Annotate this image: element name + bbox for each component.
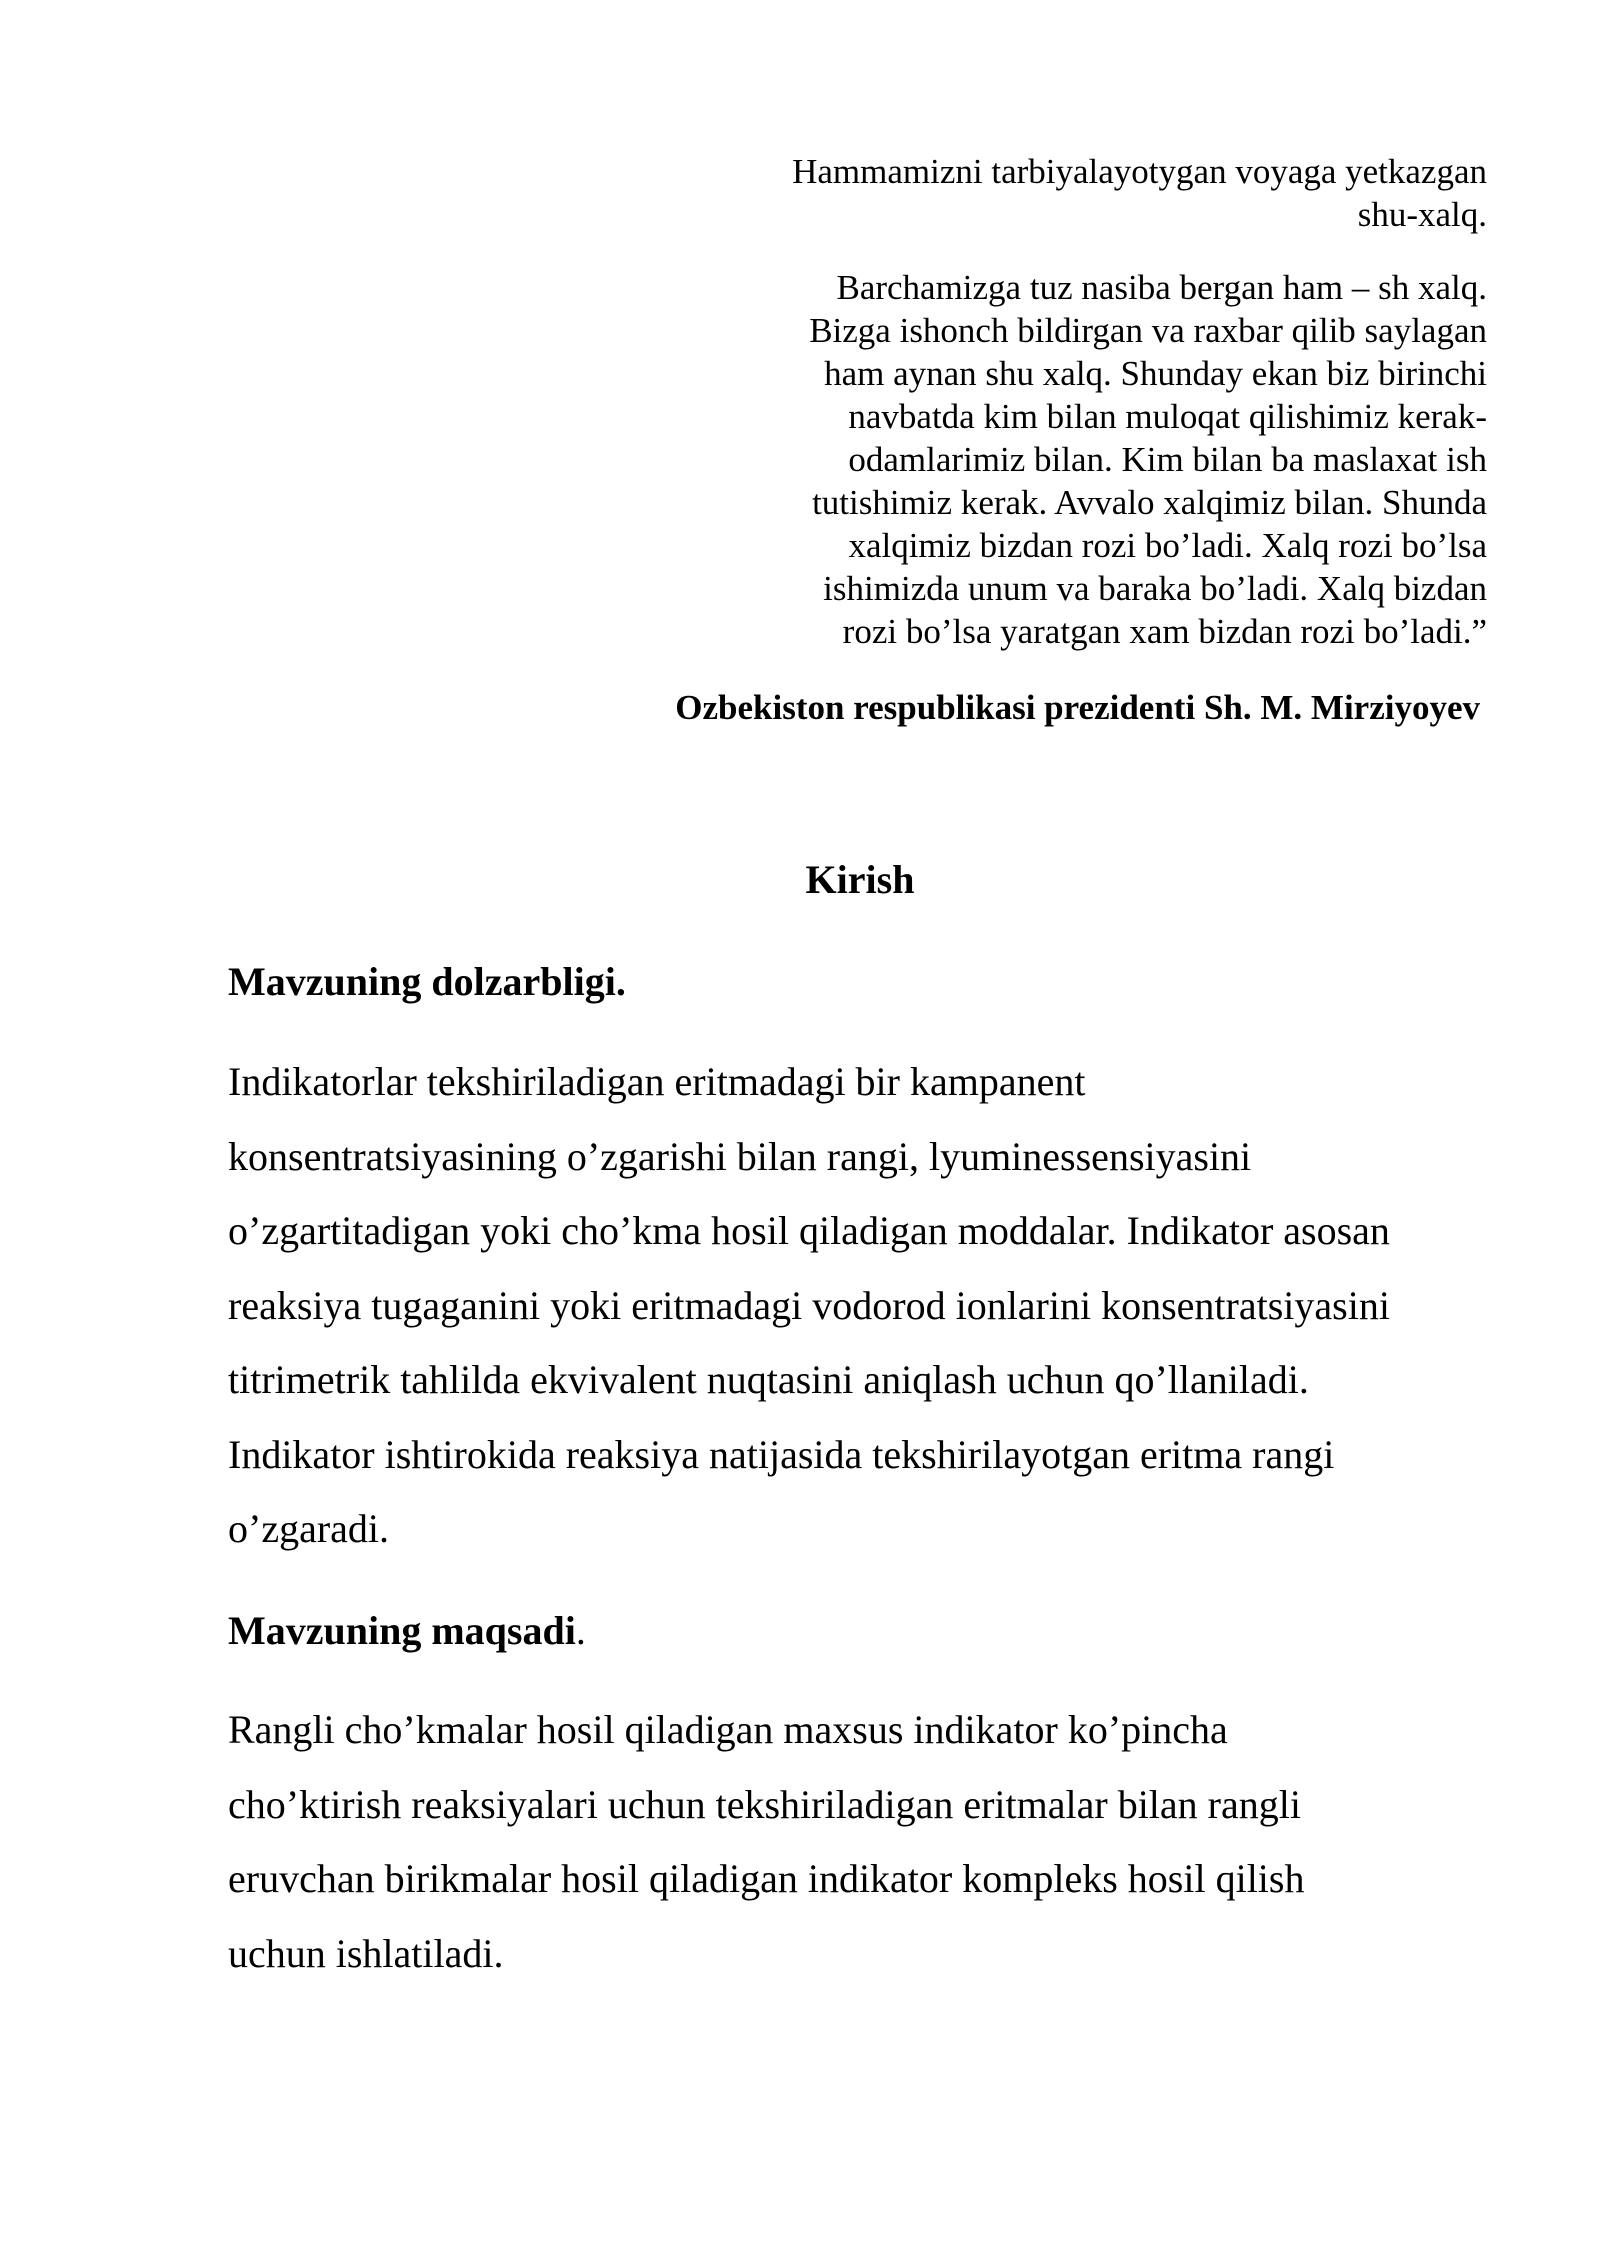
relevance-heading: Mavzuning dolzarbligi. [228, 959, 626, 1004]
paragraph-line: konsentratsiyasining o’zgarishi bilan rangi, lyuminessensiyasini [228, 1133, 1252, 1179]
paragraph-line: reaksiya tugaganini yoki eritmadagi vodorod ionlarini konsentratsiyasini [228, 1282, 1390, 1328]
goal-paragraph [228, 1693, 1518, 1991]
paragraph-line: Indikator ishtirokida reaksiya natijasida tekshirilayotgan eritma rangi [228, 1431, 1335, 1477]
epigraph-line: ishimizda unum va baraka bo’ladi. Xalq bizdan [823, 569, 1487, 608]
goal-heading [228, 1606, 586, 1656]
epigraph-line: shu-xalq. [1357, 195, 1487, 234]
epigraph-line: ham aynan shu xalq. Shunday ekan biz birinchi [824, 354, 1487, 393]
epigraph-line: Bizga ishonch bildirgan va raxbar qilib saylagan [809, 311, 1487, 350]
section-title: Kirish [805, 857, 915, 902]
goal-heading-punct: . [575, 1608, 586, 1653]
epigraph-line: tutishimiz kerak. Avvalo xalqimiz bilan. Shunda [812, 483, 1487, 522]
epigraph-paragraph-2 [740, 266, 1487, 653]
epigraph-line: odamlarimiz bilan. Kim bilan ba maslaxat ish [848, 440, 1487, 479]
epigraph-line: navbatda kim bilan muloqat qilishimiz kerak- [848, 397, 1487, 436]
relevance-paragraph [228, 1045, 1518, 1567]
paragraph-line: uchun ishlatiladi. [228, 1930, 504, 1976]
paragraph-line: cho’ktirish reaksiyalari uchun tekshiriladigan eritmalar bilan rangli [228, 1781, 1301, 1827]
epigraph-paragraph-1 [740, 150, 1487, 236]
epigraph-line: Barchamizga tuz nasiba bergan ham – sh xalq. [836, 268, 1487, 307]
paragraph-line: o’zgaradi. [228, 1506, 390, 1551]
paragraph-line: titrimetrik tahlilda ekvivalent nuqtasini aniqlash uchun qo’llaniladi. [228, 1357, 1309, 1402]
paragraph-line: Rangli cho’kmalar hosil qiladigan maxsus indikator ko’pincha [228, 1707, 1228, 1752]
paragraph-line: Indikatorlar tekshiriladigan eritmadagi bir kampanent [228, 1059, 1086, 1104]
goal-heading-text: Mavzuning maqsadi [228, 1608, 576, 1653]
paragraph-line: o’zgartitadigan yoki cho’kma hosil qiladigan moddalar. Indikator asosan [228, 1208, 1390, 1253]
epigraph-line: Hammamizni tarbiyalayotygan voyaga yetkazgan [792, 152, 1487, 191]
epigraph-line: rozi bo’lsa yaratgan xam bizdan rozi bo’ladi.” [842, 612, 1487, 651]
epigraph-line: xalqimiz bizdan rozi bo’ladi. Xalq rozi bo’lsa [848, 526, 1487, 565]
epigraph-attribution: Ozbekiston respublikasi prezidenti Sh. M. Mirziyoyev [675, 688, 1480, 727]
paragraph-line: eruvchan birikmalar hosil qiladigan indikator kompleks hosil qilish [228, 1856, 1305, 1901]
